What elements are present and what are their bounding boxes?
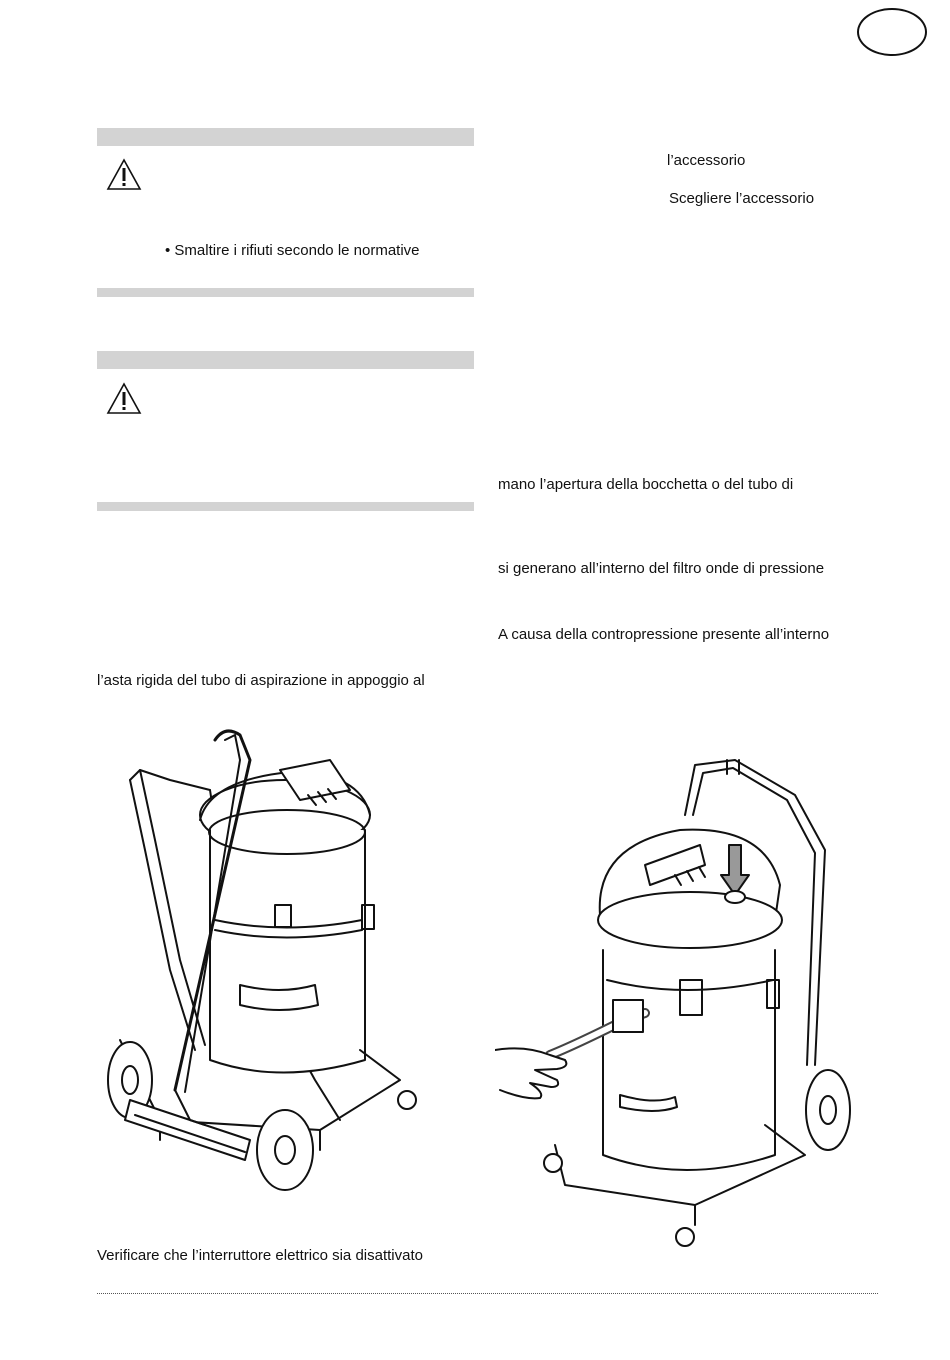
pressure-text: si generano all’interno del filtro onde di pressione — [498, 560, 825, 577]
hose-rod-text: l’asta rigida del tubo di aspirazione in appoggio al — [97, 672, 425, 689]
disposal-bullet: • Smaltire i rifiuti secondo le normative — [165, 242, 420, 259]
accessory-text-1: l’accessorio — [667, 152, 746, 169]
section-bar-2 — [97, 288, 474, 297]
vacuum-hand-on-hose-illustration — [495, 755, 875, 1260]
counterpressure-text: A causa della contropressione presente all’interno — [498, 626, 830, 643]
footer-rule — [97, 1293, 878, 1294]
section-bar-4 — [97, 502, 474, 511]
section-bar-1 — [97, 128, 474, 146]
language-oval-badge — [857, 8, 927, 56]
switch-check-text: Verificare che l’interruttore elettrico sia disattivato — [97, 1247, 423, 1264]
vacuum-with-hose-rod-illustration — [100, 720, 460, 1200]
accessory-text-2: Scegliere l’accessorio — [669, 190, 815, 207]
warning-triangle-icon — [106, 158, 142, 192]
nozzle-text: mano l’apertura della bocchetta o del tubo di — [498, 476, 794, 493]
warning-triangle-icon — [106, 382, 142, 416]
section-bar-3 — [97, 351, 474, 369]
